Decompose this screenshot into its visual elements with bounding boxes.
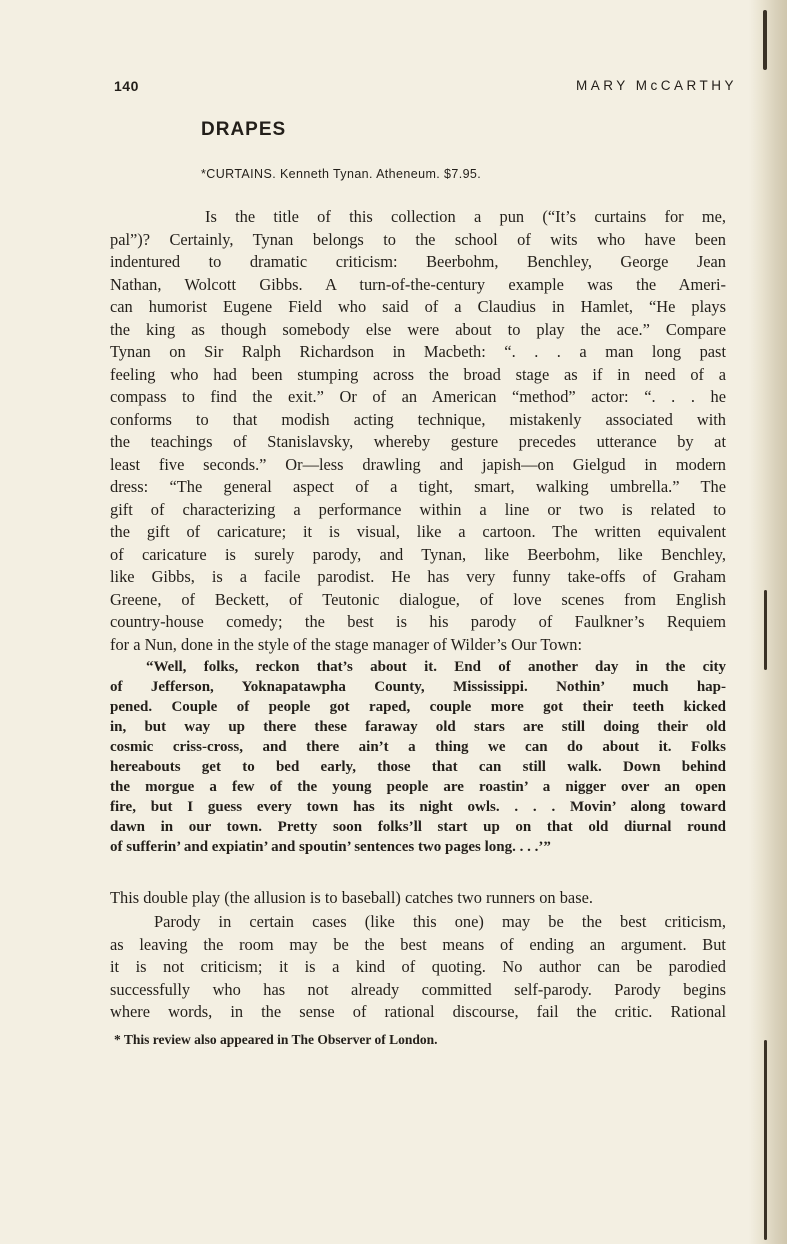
text-line: the teachings of Stanislavsky, whereby gesture precedes utterance by at (110, 432, 726, 451)
text-line: country-house comedy; the best is his parody of Faulkner’s Requiem (110, 612, 726, 631)
text-line: as leaving the room may be the best means of ending an argument. But (110, 934, 726, 954)
quote-line: of Jefferson, Yoknapatawpha County, Mississippi. Nothin’ much hap- (110, 679, 726, 695)
quote-line: “Well, folks, reckon that’s about it. End of another day in the city (146, 659, 726, 675)
text-line: for a Nun, done in the style of the stage manager of Wilder’s Our Town: (110, 634, 583, 654)
quote-line: hereabouts get to bed early, those that can still walk. Down behind (110, 759, 726, 775)
text-line: pal”)? Certainly, Tynan belongs to the school of wits who have been (110, 229, 726, 249)
text-line: Greene, of Beckett, of Teutonic dialogue, of love scenes from English (110, 589, 726, 609)
text-line: Nathan, Wolcott Gibbs. A turn-of-the-century example was the Ameri- (110, 274, 726, 294)
text-line: This double play (the allusion is to baseball) catches two runners on base. (110, 888, 593, 907)
text-line: least five seconds.” Or—less drawling and japish—on Gielgud in modern (110, 454, 726, 474)
quote-line: the morgue a few of the young people are roastin’ a nigger over an open (110, 779, 726, 795)
quote-line: dawn in our town. Pretty soon folks’ll start up on that old diurnal round (110, 819, 726, 835)
text-line: feeling who had been stumping across the broad stage as if in need of a (110, 364, 726, 384)
edge-mark (763, 10, 767, 70)
paragraph-3 (110, 911, 726, 1024)
edge-mark (764, 590, 767, 670)
text-line: it is not criticism; it is a kind of quoting. No author can be parodied (110, 957, 726, 976)
text-line: of caricature is surely parody, and Tynan, like Beerbohm, like Benchley, (110, 544, 726, 564)
text-line: successfully who has not already committed self-parody. Parody begins (110, 979, 726, 999)
quote-line: cosmic criss-cross, and there ain’t a thing we can do about it. Folks (110, 739, 726, 755)
page-number: 140 (114, 78, 139, 94)
block-quote (110, 657, 726, 857)
text-line: like Gibbs, is a facile parodist. He has very funny take-offs of Graham (110, 567, 726, 586)
text-line: conforms to that modish acting technique, mistakenly associated with (110, 409, 726, 429)
section-title: DRAPES (201, 119, 287, 140)
text-line: Parody in certain cases (like this one) may be the best criticism, (154, 912, 726, 931)
quote-line: of sufferin’ and expiatin’ and spoutin’ sentences two pages long. . . .’” (110, 839, 551, 855)
text-line: where words, in the sense of rational discourse, fail the critic. Rational (110, 1002, 726, 1021)
text-line: Is the title of this collection a pun (“It’s curtains for me, (205, 207, 726, 226)
text-line: gift of characterizing a performance within a line or two is related to (110, 499, 726, 519)
text-line: compass to find the exit.” Or of an American “method” actor: “. . . he (110, 387, 726, 406)
text-line: the gift of caricature; it is visual, like a cartoon. The written equivalent (110, 522, 726, 541)
quote-line: in, but way up there these faraway old stars are still doing their old (110, 719, 726, 735)
book-citation: *CURTAINS. Kenneth Tynan. Atheneum. $7.95. (201, 167, 482, 181)
footnote: * This review also appeared in The Observer of London. (114, 1032, 438, 1047)
paragraph-2 (110, 887, 726, 910)
quote-line: pened. Couple of people got raped, couple more got their teeth kicked (110, 699, 726, 715)
text-line: indentured to dramatic criticism: Beerbohm, Benchley, George Jean (110, 252, 726, 271)
quote-line: fire, but I guess every town has its night owls. . . . Movin’ along toward (110, 799, 726, 815)
paragraph-1 (110, 206, 726, 656)
page-edge-shadow (749, 0, 787, 1244)
text-line: the king as though somebody else were about to play the ace.” Compare (110, 319, 726, 339)
text-line: Tynan on Sir Ralph Richardson in Macbeth: “. . . a man long past (110, 342, 726, 361)
edge-mark (764, 1040, 767, 1240)
text-line: can humorist Eugene Field who said of a Claudius in Hamlet, “He plays (110, 297, 726, 316)
text-line: dress: “The general aspect of a tight, smart, walking umbrella.” The (110, 477, 726, 496)
running-head: MARY McCARTHY (575, 78, 737, 93)
